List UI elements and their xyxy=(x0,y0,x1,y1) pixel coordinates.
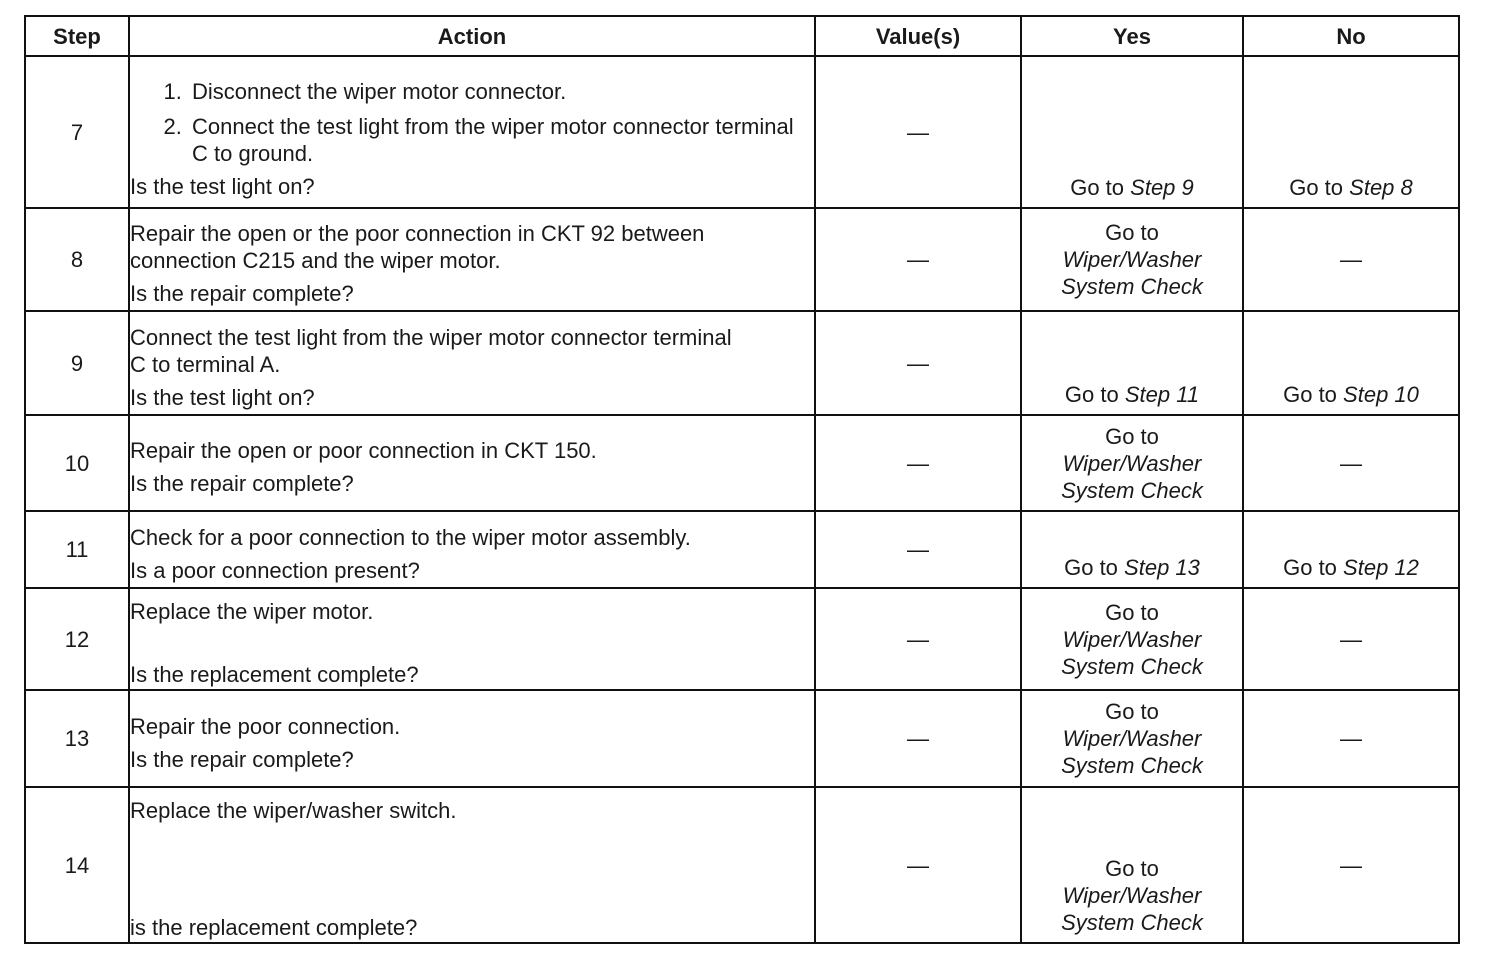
goto-prefix: Go to xyxy=(1105,423,1159,449)
table-row xyxy=(25,511,1459,588)
yes-cell[interactable] xyxy=(1021,56,1243,208)
table-row xyxy=(25,690,1459,787)
action-text: Connect the test light from the wiper motor connector terminal C to terminal A. xyxy=(130,324,732,377)
goto-target[interactable]: Step 8 xyxy=(1349,175,1413,200)
action-question: Is the test light on? xyxy=(130,174,315,199)
dash: — xyxy=(907,852,929,878)
dash: — xyxy=(1340,450,1362,476)
yes-cell[interactable] xyxy=(1021,511,1243,588)
header-row xyxy=(25,16,1459,56)
yes-cell[interactable] xyxy=(1021,588,1243,690)
goto-target[interactable]: System Check xyxy=(1061,653,1203,679)
value-cell xyxy=(815,415,1021,511)
goto-target[interactable]: Wiper/Washer xyxy=(1062,883,1202,908)
diagnostic-table xyxy=(24,15,1460,944)
no-cell xyxy=(1243,690,1459,787)
action-question: Is a poor connection present? xyxy=(130,557,420,583)
step-number: 14 xyxy=(25,787,129,943)
action-text: Check for a poor connection to the wiper motor assembly. xyxy=(130,524,691,550)
goto-prefix: Go to xyxy=(1105,220,1159,245)
header-action: Action xyxy=(129,16,815,56)
goto-prefix: Go to xyxy=(1105,699,1159,724)
dash: — xyxy=(907,119,929,145)
goto-target[interactable]: System Check xyxy=(1061,753,1203,778)
goto-prefix: Go to xyxy=(1105,856,1159,881)
goto-prefix: Go to xyxy=(1289,175,1344,200)
goto-prefix: Go to xyxy=(1105,599,1159,625)
header-no: No xyxy=(1243,16,1459,56)
dash: — xyxy=(1340,852,1362,878)
value-cell xyxy=(815,787,1021,943)
action-text: Repair the open or poor connection in CKT 150. xyxy=(130,438,597,463)
header-values: Value(s) xyxy=(815,16,1021,56)
dash: — xyxy=(907,626,929,652)
step-number: 8 xyxy=(25,208,129,311)
action-question: is the replacement complete? xyxy=(130,915,418,940)
header-step: Step xyxy=(25,16,129,56)
action-text: Repair the poor connection. xyxy=(130,713,401,739)
action-list xyxy=(130,78,814,167)
goto-target[interactable]: System Check xyxy=(1061,910,1203,935)
action-cell xyxy=(129,511,815,588)
value-cell xyxy=(815,690,1021,787)
yes-cell[interactable] xyxy=(1021,787,1243,943)
action-cell xyxy=(129,56,815,208)
dash: — xyxy=(1340,247,1362,272)
goto-prefix: Go to xyxy=(1070,175,1125,200)
dash: — xyxy=(907,726,929,751)
step-number: 13 xyxy=(25,690,129,787)
no-cell xyxy=(1243,588,1459,690)
header-yes: Yes xyxy=(1021,16,1243,56)
action-question: Is the repair complete? xyxy=(130,471,354,496)
no-cell xyxy=(1243,415,1459,511)
yes-cell[interactable] xyxy=(1021,415,1243,511)
step-number: 10 xyxy=(25,415,129,511)
action-text: Replace the wiper motor. xyxy=(130,599,374,624)
action-list-item: 2. Connect the test light from the wiper motor connector terminal C to ground. xyxy=(188,113,814,167)
value-cell xyxy=(815,56,1021,208)
goto-target[interactable]: System Check xyxy=(1061,477,1203,503)
action-cell xyxy=(129,311,815,415)
goto-target[interactable]: Step 13 xyxy=(1124,555,1200,580)
dash: — xyxy=(1340,726,1362,751)
action-text: Replace the wiper/washer switch. xyxy=(130,798,457,823)
goto-prefix: Go to xyxy=(1283,382,1337,407)
goto-prefix: Go to xyxy=(1064,382,1119,407)
goto-target[interactable]: Step 9 xyxy=(1130,175,1194,200)
action-question: Is the test light on? xyxy=(130,384,315,410)
goto-target[interactable]: Step 11 xyxy=(1124,382,1200,407)
no-cell[interactable] xyxy=(1243,511,1459,588)
yes-cell[interactable] xyxy=(1021,311,1243,415)
dash: — xyxy=(907,247,929,272)
action-text: Repair the open or the poor connection in CKT 92 between connection C215 and the wiper motor. xyxy=(130,221,705,273)
dash: — xyxy=(1340,626,1362,652)
table-row xyxy=(25,415,1459,511)
value-cell xyxy=(815,588,1021,690)
action-cell xyxy=(129,588,815,690)
table-row xyxy=(25,588,1459,690)
action-question: Is the repair complete? xyxy=(130,746,354,772)
action-cell xyxy=(129,208,815,311)
dash: — xyxy=(907,450,929,476)
action-cell xyxy=(129,690,815,787)
table-row xyxy=(25,787,1459,943)
no-cell xyxy=(1243,208,1459,311)
action-list-item: 1. Disconnect the wiper motor connector. xyxy=(188,78,814,105)
dash: — xyxy=(907,537,929,562)
step-number: 11 xyxy=(25,511,129,588)
table-row xyxy=(25,311,1459,415)
action-cell xyxy=(129,787,815,943)
action-cell xyxy=(129,415,815,511)
no-cell[interactable] xyxy=(1243,311,1459,415)
goto-prefix: Go to xyxy=(1283,555,1337,580)
step-number: 9 xyxy=(25,311,129,415)
step-number: 12 xyxy=(25,588,129,690)
goto-target[interactable]: Wiper/Washer xyxy=(1062,247,1202,272)
value-cell xyxy=(815,511,1021,588)
table-row xyxy=(25,208,1459,311)
goto-target[interactable]: Wiper/Washer xyxy=(1062,626,1202,652)
table-row xyxy=(25,56,1459,208)
goto-prefix: Go to xyxy=(1064,555,1118,580)
value-cell xyxy=(815,208,1021,311)
action-question: Is the repair complete? xyxy=(130,281,354,306)
goto-target[interactable]: Step 12 xyxy=(1343,555,1419,580)
value-cell xyxy=(815,311,1021,415)
dash: — xyxy=(907,350,929,376)
yes-cell[interactable] xyxy=(1021,690,1243,787)
goto-target[interactable]: Wiper/Washer xyxy=(1062,450,1202,476)
goto-target[interactable]: System Check xyxy=(1061,274,1203,299)
action-question: Is the replacement complete? xyxy=(130,662,419,687)
yes-cell[interactable] xyxy=(1021,208,1243,311)
no-cell xyxy=(1243,787,1459,943)
no-cell[interactable] xyxy=(1243,56,1459,208)
goto-target[interactable]: Step 10 xyxy=(1343,382,1419,407)
goto-target[interactable]: Wiper/Washer xyxy=(1062,726,1202,751)
step-number: 7 xyxy=(25,56,129,208)
